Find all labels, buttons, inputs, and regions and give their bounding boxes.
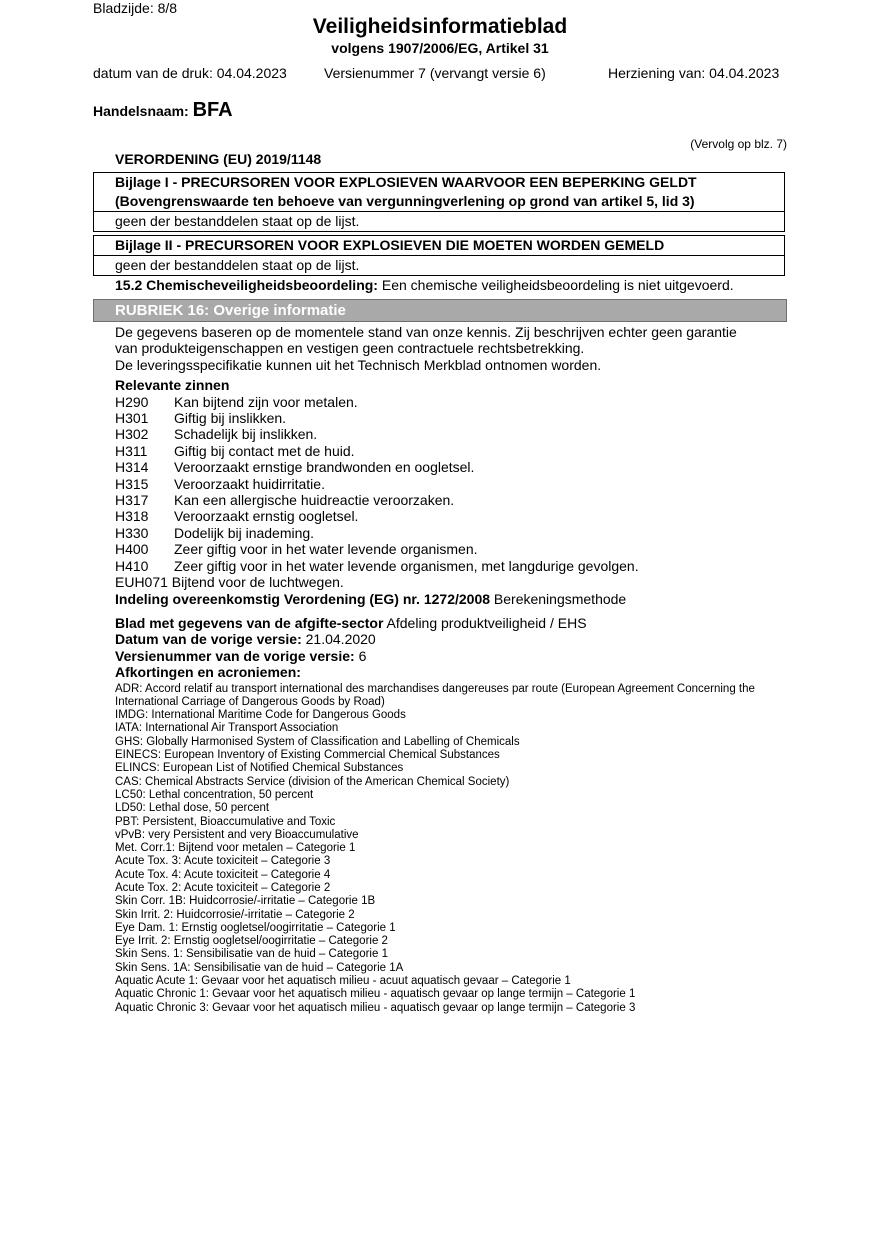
phrase-text: Kan een allergische huidreactie veroorzaken. (174, 492, 455, 509)
list-item: Skin Irrit. 2: Huidcorrosie/-irritatie – Categorie 2 (115, 908, 355, 921)
phrase-code: H290 (115, 393, 149, 410)
phrase-code: H400 (115, 541, 149, 558)
abbreviations-title: Afkortingen en acroniemen: (115, 664, 301, 681)
previous-version-line (115, 648, 805, 664)
phrase-text: Zeer giftig voor in het water levende organismen. (174, 541, 478, 558)
list-item (115, 426, 805, 442)
list-item: LC50: Lethal concentration, 50 percent (115, 788, 314, 801)
phrase-code: H302 (115, 426, 149, 443)
list-item (115, 459, 805, 475)
list-item: CAS: Chemical Abstracts Service (division of the American Chemical Society) (115, 775, 510, 788)
phrase-text: Giftig bij inslikken. (174, 410, 287, 427)
phrase-code: H315 (115, 475, 149, 492)
list-item: Eye Irrit. 2: Ernstig oogletsel/oogirritatie – Categorie 2 (115, 935, 388, 948)
list-item: Skin Sens. 1: Sensibilisatie van de huid – Categorie 1 (115, 948, 388, 961)
list-item: Aquatic Chronic 1: Gevaar voor het aquatisch milieu - aquatisch gevaar op lange termijn – Categorie 1 (115, 988, 636, 1001)
trade-name (93, 99, 233, 122)
trade-name-label: Handelsnaam: (93, 103, 189, 119)
annex1-subtitle: (Bovengrenswaarde ten behoeve van vergunningverlening op grond van artikel 5, lid 3) (115, 193, 695, 209)
list-item (115, 410, 805, 426)
phrase-code: H314 (115, 459, 149, 476)
phrase-text: Schadelijk bij inslikken. (174, 426, 318, 443)
issuer-line (115, 615, 805, 631)
annex1-value: geen der bestanddelen staat op de lijst. (94, 211, 784, 231)
previous-version-value: 6 (354, 647, 367, 664)
intro-line: De leveringsspecifikatie kunnen uit het Technisch Merkblad ontnomen worden. (115, 356, 602, 373)
phrase-text: Veroorzaakt ernstige brandwonden en oogletsel. (174, 459, 475, 476)
abbreviations-list (115, 683, 805, 1015)
list-item: Eye Dam. 1: Ernstig oogletsel/oogirritatie – Categorie 1 (115, 921, 396, 934)
document-title: Veiligheidsinformatieblad (312, 15, 568, 38)
previous-version-label: Versienummer van de vorige versie: (115, 647, 355, 664)
classification-label: Indeling overeenkomstig Verordening (EG) nr. 1272/2008 (115, 590, 491, 607)
phrase-code: H311 (115, 442, 148, 459)
phrase-code: H318 (115, 508, 149, 525)
list-item (115, 476, 805, 492)
page-number: Bladzijde: 8/8 (93, 0, 178, 16)
list-item (115, 525, 805, 541)
list-item: Acute Tox. 2: Acute toxiciteit – Categorie 2 (115, 881, 331, 894)
intro-line: De gegevens baseren op de momentele stand van onze kennis. Zij beschrijven echter geen garantie (115, 324, 737, 340)
intro-line: van produkteigenschappen en vestigen geen contractuele rechtsbetrekking. (115, 340, 585, 357)
phrase-code: H301 (115, 410, 149, 427)
annex1-table (93, 172, 785, 232)
list-item (115, 541, 805, 557)
phrase-text: Kan bijtend zijn voor metalen. (174, 393, 358, 410)
list-item: Acute Tox. 4: Acute toxiciteit – Categorie 4 (115, 868, 331, 881)
section-16-content (115, 324, 805, 1015)
list-item: ADR: Accord relatif au transport international des marchandises dangereuses par route (European Agreement Concerning the (115, 682, 755, 695)
list-item: Acute Tox. 3: Acute toxiciteit – Categorie 3 (115, 855, 331, 868)
phrase-code: H317 (115, 492, 149, 509)
list-item (115, 443, 805, 459)
section-15-2 (115, 277, 734, 293)
list-item: Met. Corr.1: Bijtend voor metalen – Categorie 1 (115, 842, 356, 855)
list-item: Aquatic Chronic 3: Gevaar voor het aquatisch milieu - aquatisch gevaar op lange termijn – Categorie 3 (115, 1001, 636, 1014)
list-item: IATA: International Air Transport Association (115, 722, 339, 735)
phrase-code: H410 (115, 557, 149, 574)
phrase-text: Giftig bij contact met de huid. (174, 442, 355, 459)
list-item: IMDG: International Maritime Code for Dangerous Goods (115, 709, 406, 722)
list-item: ELINCS: European List of Notified Chemical Substances (115, 762, 404, 775)
section-15-2-value: Een chemische veiligheidsbeoordeling is niet uitgevoerd. (377, 277, 734, 293)
list-item: PBT: Persistent, Bioaccumulative and Toxic (115, 815, 336, 828)
annex2-title: Bijlage II - PRECURSOREN VOOR EXPLOSIEVEN DIE MOETEN WORDEN GEMELD (115, 237, 665, 253)
phrase-text: Dodelijk bij inademing. (174, 524, 315, 541)
h-phrases-list (115, 394, 805, 574)
list-item (115, 394, 805, 410)
list-item: Skin Corr. 1B: Huidcorrosie/-irritatie – Categorie 1B (115, 895, 376, 908)
regulation-title: VERORDENING (EU) 2019/1148 (115, 151, 322, 167)
previous-date-label: Datum van de vorige versie: (115, 631, 302, 648)
phrase-text: Veroorzaakt ernstig oogletsel. (174, 508, 359, 525)
trade-name-value: BFA (192, 99, 233, 121)
list-item (115, 558, 805, 574)
phrase-text: Veroorzaakt huidirritatie. (174, 475, 325, 492)
previous-date-line (115, 631, 805, 647)
continuation-note: (Vervolg op blz. 7) (690, 137, 787, 151)
classification-line (115, 591, 805, 607)
section-16-header: RUBRIEK 16: Overige informatie (93, 299, 787, 322)
issuer-label: Blad met gegevens van de afgifte-sector (115, 614, 384, 631)
list-item: Skin Sens. 1A: Sensibilisatie van de huid – Categorie 1A (115, 961, 404, 974)
list-item: vPvB: very Persistent and very Bioaccumulative (115, 828, 359, 841)
phrase-text: Zeer giftig voor in het water levende organismen, met langdurige gevolgen. (174, 557, 639, 574)
relevant-phrases-title: Relevante zinnen (115, 377, 230, 394)
list-item: EINECS: European Inventory of Existing Commercial Chemical Substances (115, 749, 500, 762)
print-date: datum van de druk: 04.04.2023 (93, 65, 287, 81)
annex1-title: Bijlage I - PRECURSOREN VOOR EXPLOSIEVEN WAARVOOR EEN BEPERKING GELDT (115, 174, 697, 190)
previous-date-value: 21.04.2020 (301, 631, 376, 648)
issuer-value: Afdeling produktveiligheid / EHS (383, 614, 587, 631)
version-number: Versienummer 7 (vervangt versie 6) (324, 65, 546, 81)
document-subtitle: volgens 1907/2006/EG, Artikel 31 (331, 40, 549, 56)
list-item: GHS: Globally Harmonised System of Classification and Labelling of Chemicals (115, 735, 520, 748)
classification-value: Berekeningsmethode (490, 590, 627, 607)
euh071-phrase: EUH071 Bijtend voor de luchtwegen. (115, 574, 344, 591)
list-item: LD50: Lethal dose, 50 percent (115, 802, 270, 815)
annex2-table (93, 235, 785, 276)
list-item: International Carriage of Dangerous Goods by Road) (115, 695, 385, 708)
annex2-value: geen der bestanddelen staat op de lijst. (94, 255, 784, 275)
section-15-2-label: 15.2 Chemischeveiligheidsbeoordeling: (115, 277, 378, 293)
list-item (115, 492, 805, 508)
list-item: Aquatic Acute 1: Gevaar voor het aquatisch milieu - acuut aquatisch gevaar – Categorie 1 (115, 975, 571, 988)
phrase-code: H330 (115, 524, 149, 541)
list-item (115, 508, 805, 524)
revision-date: Herziening van: 04.04.2023 (608, 65, 780, 81)
